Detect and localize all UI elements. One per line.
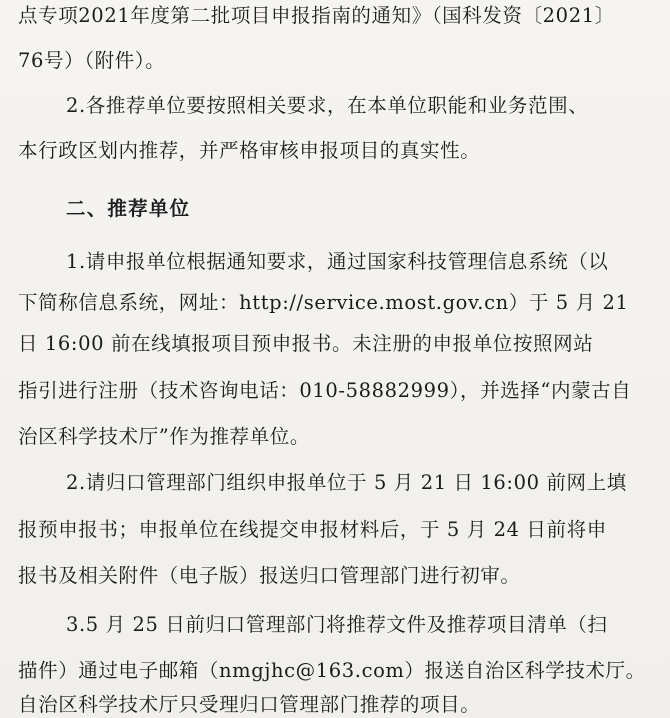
text-line-16: 自治区科学技术厅只受理归口管理部门推荐的项目。 bbox=[18, 693, 481, 716]
text-line-9: 指引进行注册（技术咨询电话：010-58882999），并选择“内蒙古自 bbox=[18, 379, 632, 402]
text-line-15: 描件）通过电子邮箱（nmgjhc@163.com）报送自治区科学技术厅。 bbox=[18, 659, 646, 682]
section-heading: 二、推荐单位 bbox=[66, 197, 191, 220]
text-line-13: 报书及相关附件（电子版）报送归口管理部门进行初审。 bbox=[18, 564, 521, 587]
text-line-4: 本行政区划内推荐，并严格审核申报项目的真实性。 bbox=[18, 139, 481, 162]
text-line-14: 3.5 月 25 日前归口管理部门将推荐文件及推荐项目清单（扫 bbox=[66, 613, 608, 636]
text-line-2: 76号）（附件）。 bbox=[18, 49, 166, 72]
text-line-10: 治区科学技术厅”作为推荐单位。 bbox=[18, 425, 310, 448]
text-line-7: 下简称信息系统，网址：http://service.most.gov.cn）于 5 月 21 bbox=[18, 291, 629, 314]
text-line-11: 2.请归口管理部门组织申报单位于 5 月 21 日 16:00 前网上填 bbox=[66, 471, 627, 494]
text-line-3: 2.各推荐单位要按照相关要求，在本单位职能和业务范围、 bbox=[66, 94, 589, 117]
text-line-1: 点专项2021年度第二批项目申报指南的通知》（国科发资〔2021〕 bbox=[18, 4, 615, 27]
text-line-12: 报预申报书；申报单位在线提交申报材料后，于 5 月 24 日前将申 bbox=[18, 518, 607, 541]
text-line-6: 1.请申报单位根据通知要求，通过国家科技管理信息系统（以 bbox=[66, 250, 609, 273]
text-line-8: 日 16:00 前在线填报项目预申报书。未注册的申报单位按照网站 bbox=[18, 332, 594, 355]
